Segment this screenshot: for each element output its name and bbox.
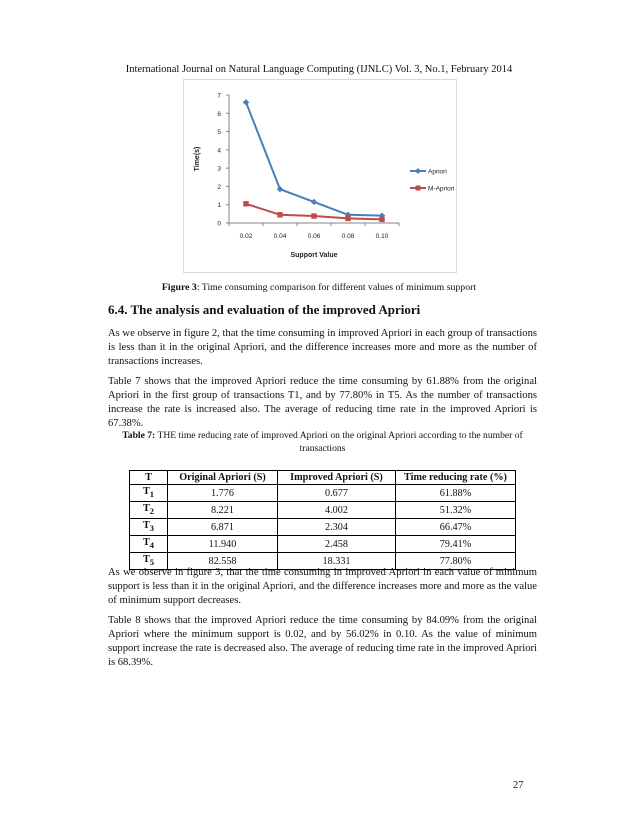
data-point [345, 216, 350, 221]
legend-marker [415, 168, 421, 174]
x-tick-label: 0.08 [341, 233, 355, 240]
original-apriori-cell: 8.221 [168, 502, 278, 519]
row-label: $T_4$ [130, 536, 168, 553]
data-point [243, 99, 249, 105]
data-point [311, 213, 316, 218]
row-label: $T_3$ [130, 519, 168, 536]
chart-svg [184, 80, 456, 272]
reducing-rate-cell: 51.32% [396, 502, 516, 519]
y-tick-label: 4 [217, 147, 221, 155]
column-header: Original Apriori (S) [168, 471, 278, 485]
table-row [130, 502, 516, 519]
y-tick-label: 3 [217, 165, 221, 173]
original-apriori-cell: 1.776 [168, 485, 278, 502]
improved-apriori-cell: 0.677 [278, 485, 396, 502]
improved-apriori-cell: 2.458 [278, 536, 396, 553]
paragraph-2: Table 7 shows that the improved Apriori reduce the time consuming by 61.88% from the original Apriori in the first group of transactions T1, and by 77.80% in T5. As the number of transactions increase the rate is increased also. The average of reducing time rate in the improved Apriori is 67.38%. [108, 376, 537, 429]
row-label: $T_5$ [130, 553, 168, 570]
figure-caption-text: : Time consuming comparison for different values of minimum support [196, 282, 477, 293]
legend-label: M-Apriori [428, 185, 455, 193]
section-heading: 6.4. The analysis and evaluation of the improved Apriori [108, 302, 421, 317]
legend-label: Apriori [428, 168, 447, 176]
figure-3-chart [183, 79, 457, 273]
series-line-apriori [246, 102, 382, 215]
improved-apriori-cell: 4.002 [278, 502, 396, 519]
paragraph-3: As we observe in figure 3, that the time consuming in improved Apriori in each value of minimum support is less than it in the original Apriori, and the difference increases more and more as the value of minimum support decreases. [108, 567, 537, 606]
paragraph-1: As we observe in figure 2, that the time consuming in improved Apriori in each group of transactions is less than it in the original Apriori, and the difference increases more and more as the number of transactions increases. [108, 328, 537, 367]
column-header: Time reducing rate (%) [396, 471, 516, 485]
reducing-rate-cell: 61.88% [396, 485, 516, 502]
data-point [311, 199, 317, 205]
data-point [243, 201, 248, 206]
legend-marker [416, 186, 421, 191]
table-caption-label: Table 7: [122, 430, 156, 441]
row-label: $T_2$ [130, 502, 168, 519]
y-tick-label: 2 [217, 183, 221, 191]
data-point [277, 186, 283, 192]
table-caption-text: THE time reducing rate of improved Apriori on the original Apriori according to the number of transactions [155, 430, 523, 454]
reducing-rate-cell: 77.80% [396, 553, 516, 570]
table-caption [108, 430, 537, 455]
x-tick-label: 0.02 [239, 233, 253, 240]
column-header: T [130, 471, 168, 485]
improved-apriori-cell: 18.331 [278, 553, 396, 570]
journal-header: International Journal on Natural Language Computing (IJNLC) Vol. 3, No.1, February 2014 [125, 64, 513, 75]
figure-caption-label: Figure 3 [161, 282, 197, 293]
y-tick-label: 0 [217, 220, 221, 228]
improved-apriori-cell: 2.304 [278, 519, 396, 536]
x-axis-label: Support Value [290, 252, 338, 259]
original-apriori-cell: 82.558 [168, 553, 278, 570]
table-row [130, 536, 516, 553]
page-number: 27 [513, 780, 524, 791]
original-apriori-cell: 6.871 [168, 519, 278, 536]
data-point [277, 212, 282, 217]
original-apriori-cell: 11.940 [168, 536, 278, 553]
column-header: Improved Apriori (S) [278, 471, 396, 485]
row-label: $T_1$ [130, 485, 168, 502]
reducing-rate-cell: 66.47% [396, 519, 516, 536]
data-point [379, 217, 384, 222]
x-tick-label: 0.06 [307, 233, 321, 240]
results-table [129, 470, 516, 570]
y-tick-label: 1 [217, 202, 221, 210]
table-header-row [130, 471, 516, 485]
y-tick-label: 7 [217, 92, 221, 100]
y-tick-label: 5 [217, 129, 221, 137]
table-row [130, 485, 516, 502]
figure-caption [0, 282, 638, 293]
table-row [130, 519, 516, 536]
y-axis-label: Time(s) [194, 146, 201, 172]
y-tick-label: 6 [217, 110, 221, 118]
paragraph-4: Table 8 shows that the improved Apriori reduce the time consuming by 84.09% from the original Apriori where the minimum support is 0.02, and by 56.02% in 0.10. As the value of minimum support increase the rate is decreased also. The average of reducing time rate in the improved Apriori is 68.39%. [108, 615, 537, 668]
x-tick-label: 0.10 [375, 233, 389, 240]
x-tick-label: 0.04 [273, 233, 287, 240]
reducing-rate-cell: 79.41% [396, 536, 516, 553]
